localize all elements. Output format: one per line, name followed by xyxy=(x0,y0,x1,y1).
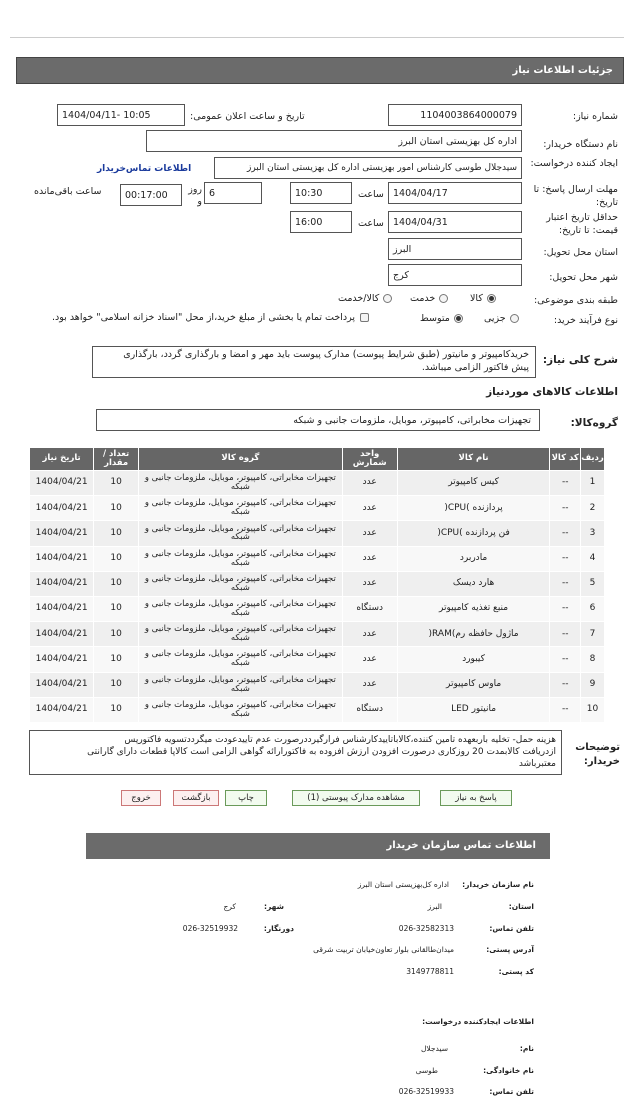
announce-label: تاریخ و ساعت اعلان عمومی: xyxy=(190,111,305,122)
summary-label: شرح کلی نیاز: xyxy=(542,354,618,366)
creator-family-value: طوسی xyxy=(415,1066,438,1075)
cell-code: -- xyxy=(550,496,581,521)
cell-date: 1404/04/21 xyxy=(30,622,94,647)
contact-city-label: شهر: xyxy=(264,902,284,911)
cell-code: -- xyxy=(550,546,581,571)
remaining-time-field: 00:17:00 xyxy=(120,184,182,206)
cat-service-label: خدمت xyxy=(410,293,436,304)
cell-name: پردازنده )CPU( xyxy=(397,496,550,521)
cell-name: فن پردازنده )CPU( xyxy=(397,521,550,546)
contact-address-label: آدرس پستی: xyxy=(486,945,534,954)
summary-line2: پیش فاکتور الزامی میباشد. xyxy=(421,361,529,373)
cell-idx: 9 xyxy=(581,672,605,697)
validity-date-field: 1404/04/31 xyxy=(388,211,522,233)
cell-unit: دستگاه xyxy=(342,697,397,722)
col-header-group: گروه کالا xyxy=(139,448,343,471)
proc-medium-label: متوسط xyxy=(420,313,450,324)
cell-code: -- xyxy=(550,672,581,697)
announce-field xyxy=(57,104,185,126)
cell-idx: 8 xyxy=(581,647,605,672)
buyer-notes-line1: هزینه حمل- تخلیه باربعهده تامین کننده،کالاباتاییدکارشناس فرارگیرددرصورت عدم تاییدعودت میگرددتسویه فاکتورپس xyxy=(124,735,556,745)
payment-note-text: پرداخت تمام یا بخشی از مبلغ خرید،از محل "اسناد خزانه اسلامی" خواهد بود. xyxy=(52,312,355,323)
process-label: نوع فرآیند خرید: xyxy=(553,315,618,326)
table-row xyxy=(30,471,605,496)
cell-idx: 5 xyxy=(581,571,605,596)
validity-time-field: 16:00 xyxy=(290,211,352,233)
cell-unit: عدد xyxy=(342,672,397,697)
cat-goods-service-radio[interactable] xyxy=(383,294,392,303)
summary-line1: خریدکامپیوتر و مانیتور (طبق شرایط پیوست) مدارک پیوست باید مهر و امضا و بارگذاری گردد، بارگذاری xyxy=(123,349,529,360)
payment-note xyxy=(52,312,369,323)
cell-qty: 10 xyxy=(94,471,139,496)
cat-goods-option[interactable] xyxy=(470,293,496,304)
cell-qty: 10 xyxy=(94,672,139,697)
contact-org-value: اداره کل‌بهزیستی استان البرز xyxy=(357,880,449,889)
contact-phone-label: تلفن تماس: xyxy=(489,924,534,933)
cell-code: -- xyxy=(550,571,581,596)
cell-name: منبع تغذیه کامپیوتر xyxy=(397,596,550,621)
cell-name: ماوس کامپیوتر xyxy=(397,672,550,697)
cell-date: 1404/04/21 xyxy=(30,697,94,722)
contact-postal-value: 3149778811 xyxy=(406,967,454,976)
cell-name: مانیتور LED xyxy=(397,697,550,722)
print-button[interactable]: چاپ xyxy=(225,790,267,806)
contact-address-value: میدان‌طالقانی بلوار تعاون‌خیابان تربیت شرقی xyxy=(313,945,454,954)
cell-idx: 6 xyxy=(581,596,605,621)
col-header-name: نام کالا xyxy=(397,448,550,471)
cell-group: تجهیزات مخابراتی، کامپیوتر، موبایل، ملزومات جانبی و شبکه xyxy=(139,647,343,672)
cell-code: -- xyxy=(550,697,581,722)
table-row xyxy=(30,571,605,596)
col-header-code: کد کالا xyxy=(550,448,581,471)
contact-province-value: البرز xyxy=(427,902,442,911)
contact-title: اطلاعات تماس سازمان خریدار xyxy=(386,840,536,851)
cell-qty: 10 xyxy=(94,496,139,521)
deadline-label: مهلت ارسال پاسخ: تا تاریخ: xyxy=(533,184,618,208)
cell-group: تجهیزات مخابراتی، کامپیوتر، موبایل، ملزومات جانبی و شبکه xyxy=(139,622,343,647)
cat-service-option[interactable] xyxy=(410,293,448,304)
cell-code: -- xyxy=(550,471,581,496)
cell-qty: 10 xyxy=(94,571,139,596)
contact-header-bar xyxy=(86,833,550,859)
goods-group-label: گروه‌کالا: xyxy=(570,417,618,429)
creator-phone-label: تلفن تماس: xyxy=(489,1087,534,1096)
page-title: جزئیات اطلاعات نیاز xyxy=(512,65,613,76)
creator-label: ایجاد کننده درخواست: xyxy=(530,158,618,169)
buyer-org-field: اداره کل بهزیستی استان البرز xyxy=(146,130,522,152)
cell-unit: عدد xyxy=(342,471,397,496)
cell-idx: 7 xyxy=(581,622,605,647)
cell-unit: عدد xyxy=(342,546,397,571)
cell-group: تجهیزات مخابراتی، کامپیوتر، موبایل، ملزومات جانبی و شبکه xyxy=(139,546,343,571)
table-row xyxy=(30,546,605,571)
table-row xyxy=(30,672,605,697)
summary-box xyxy=(92,346,536,378)
contact-fax-label: دورنگار: xyxy=(263,924,294,933)
buyer-org-label: نام دستگاه خریدار: xyxy=(543,139,618,150)
goods-section-title: اطلاعات کالاهای موردنیاز xyxy=(486,386,618,398)
cell-date: 1404/04/21 xyxy=(30,571,94,596)
days-label: روز و xyxy=(188,184,202,208)
table-row xyxy=(30,596,605,621)
contact-postal-label: کد پستی: xyxy=(498,967,534,976)
table-row xyxy=(30,697,605,722)
cell-idx: 1 xyxy=(581,471,605,496)
cell-qty: 10 xyxy=(94,622,139,647)
proc-medium-radio[interactable] xyxy=(454,314,463,323)
province-label: استان محل تحویل: xyxy=(543,247,618,258)
proc-partial-label: جزیی xyxy=(484,313,506,324)
buyer-notes-label: توضیحات خریدار: xyxy=(575,742,620,767)
contact-city-value: کرج xyxy=(223,902,236,911)
cell-group: تجهیزات مخابراتی، کامپیوتر، موبایل، ملزومات جانبی و شبکه xyxy=(139,471,343,496)
cell-name: هارد دیسک xyxy=(397,571,550,596)
buyer-notes-line3: معتبرباشد xyxy=(518,759,556,770)
creator-phone-value: 026-32519933 xyxy=(398,1087,454,1096)
cell-group: تجهیزات مخابراتی، کامپیوتر، موبایل، ملزومات جانبی و شبکه xyxy=(139,672,343,697)
contact-org-label: نام سازمان خریدار: xyxy=(462,880,534,889)
days-field: 6 xyxy=(204,182,262,204)
buyer-contact-link[interactable]: اطلاعات تماس‌خریدار xyxy=(97,164,192,174)
cell-qty: 10 xyxy=(94,647,139,672)
cell-date: 1404/04/21 xyxy=(30,546,94,571)
creator-name-label: نام: xyxy=(519,1044,534,1053)
cell-group: تجهیزات مخابراتی، کامپیوتر، موبایل، ملزومات جانبی و شبکه xyxy=(139,697,343,722)
cell-name: ماژول حافظه رم)RAM( xyxy=(397,622,550,647)
table-header-row xyxy=(30,448,605,471)
buyer-notes-box xyxy=(29,730,562,775)
table-row xyxy=(30,647,605,672)
proc-partial-radio[interactable] xyxy=(510,314,519,323)
col-header-unit: واحد شمارش xyxy=(342,448,397,471)
need-number-label: شماره نیاز: xyxy=(572,111,618,122)
cell-qty: 10 xyxy=(94,546,139,571)
cell-unit: عدد xyxy=(342,521,397,546)
deadline-time-field: 10:30 xyxy=(290,182,352,204)
cell-code: -- xyxy=(550,521,581,546)
validity-time-label: ساعت xyxy=(358,218,384,229)
table-row xyxy=(30,496,605,521)
cell-qty: 10 xyxy=(94,596,139,621)
table-row xyxy=(30,521,605,546)
attachments-button[interactable]: مشاهده مدارک پیوستی (1) xyxy=(292,790,420,806)
cat-goods-radio[interactable] xyxy=(487,294,496,303)
cell-unit: عدد xyxy=(342,647,397,672)
cell-idx: 10 xyxy=(581,697,605,722)
cell-group: تجهیزات مخابراتی، کامپیوتر، موبایل، ملزومات جانبی و شبکه xyxy=(139,571,343,596)
cell-code: -- xyxy=(550,596,581,621)
cell-idx: 2 xyxy=(581,496,605,521)
cell-unit: عدد xyxy=(342,622,397,647)
cell-unit: عدد xyxy=(342,496,397,521)
cell-date: 1404/04/21 xyxy=(30,647,94,672)
payment-checkbox[interactable] xyxy=(360,313,369,322)
cell-date: 1404/04/21 xyxy=(30,496,94,521)
deadline-time-label: ساعت xyxy=(358,189,384,200)
cell-group: تجهیزات مخابراتی، کامپیوتر، موبایل، ملزومات جانبی و شبکه xyxy=(139,596,343,621)
exit-button[interactable]: خروج xyxy=(121,790,161,806)
category-label: طبقه بندی موضوعی: xyxy=(533,295,618,306)
province-field: البرز xyxy=(388,238,522,260)
cell-qty: 10 xyxy=(94,521,139,546)
back-button[interactable]: بازگشت xyxy=(173,790,219,806)
cell-idx: 3 xyxy=(581,521,605,546)
cell-code: -- xyxy=(550,647,581,672)
city-field: کرج xyxy=(388,264,522,286)
cell-group: تجهیزات مخابراتی، کامپیوتر، موبایل، ملزومات جانبی و شبکه xyxy=(139,496,343,521)
cell-group: تجهیزات مخابراتی، کامپیوتر، موبایل، ملزومات جانبی و شبکه xyxy=(139,521,343,546)
city-label: شهر محل تحویل: xyxy=(549,272,618,283)
creator-family-label: نام خانوادگی: xyxy=(483,1066,534,1075)
cell-date: 1404/04/21 xyxy=(30,521,94,546)
proc-medium-option[interactable] xyxy=(420,313,463,324)
cell-qty: 10 xyxy=(94,697,139,722)
validity-label: حداقل تاریخ اعتبار قیمت: تا تاریخ: xyxy=(546,212,618,236)
reply-button[interactable]: پاسخ به نیاز xyxy=(440,790,512,806)
creator-name-value: سیدجلال xyxy=(420,1044,448,1053)
cell-date: 1404/04/21 xyxy=(30,471,94,496)
cell-date: 1404/04/21 xyxy=(30,596,94,621)
cat-goods-service-option[interactable] xyxy=(338,293,392,304)
goods-group-field: تجهیزات مخابراتی، کامپیوتر، موبایل، ملزومات جانبی و شبکه xyxy=(96,409,540,431)
cat-goods-service-label: کالا/خدمت xyxy=(338,293,380,304)
remaining-label: ساعت باقی‌مانده xyxy=(34,186,102,197)
goods-table xyxy=(29,447,605,723)
contact-province-label: استان: xyxy=(508,902,534,911)
cell-name: کیبورد xyxy=(397,647,550,672)
cell-unit: دستگاه xyxy=(342,596,397,621)
cell-name: مادربرد xyxy=(397,546,550,571)
deadline-date-field: 1404/04/17 xyxy=(388,182,522,204)
contact-phone-value: 026-32582313 xyxy=(398,924,454,933)
announce-value: 1404/04/11- 10:05 xyxy=(62,109,151,121)
col-header-idx: ردیف xyxy=(581,448,605,471)
cell-code: -- xyxy=(550,622,581,647)
buyer-notes-line2: ازدریافت کالابمدت 20 روزکاری درصورت افزودن ارزش افزوده به فاکتورارائه گواهی الزامی است کالاپا قطعات دارای گارانتی xyxy=(87,747,556,758)
cat-service-radio[interactable] xyxy=(439,294,448,303)
cell-idx: 4 xyxy=(581,546,605,571)
need-number-field: 1104003864000079 xyxy=(388,104,522,126)
page-header-bar xyxy=(16,57,624,84)
top-divider xyxy=(10,37,624,38)
cell-unit: عدد xyxy=(342,571,397,596)
table-row xyxy=(30,622,605,647)
creator-field: سیدجلال طوسی کارشناس امور بهزیستی اداره کل بهزیستی استان البرز xyxy=(214,157,522,179)
col-header-date: تاریخ نیاز xyxy=(30,448,94,471)
proc-partial-option[interactable] xyxy=(484,313,519,324)
cell-date: 1404/04/21 xyxy=(30,672,94,697)
cat-goods-label: کالا xyxy=(470,293,483,304)
contact-fax-value: 026-32519932 xyxy=(182,924,238,933)
col-header-qty: تعداد / مقدار xyxy=(94,448,139,471)
creator-info-title: اطلاعات ایجادکننده درخواست: xyxy=(422,1017,534,1026)
cell-name: کیس کامپیوتر xyxy=(397,471,550,496)
